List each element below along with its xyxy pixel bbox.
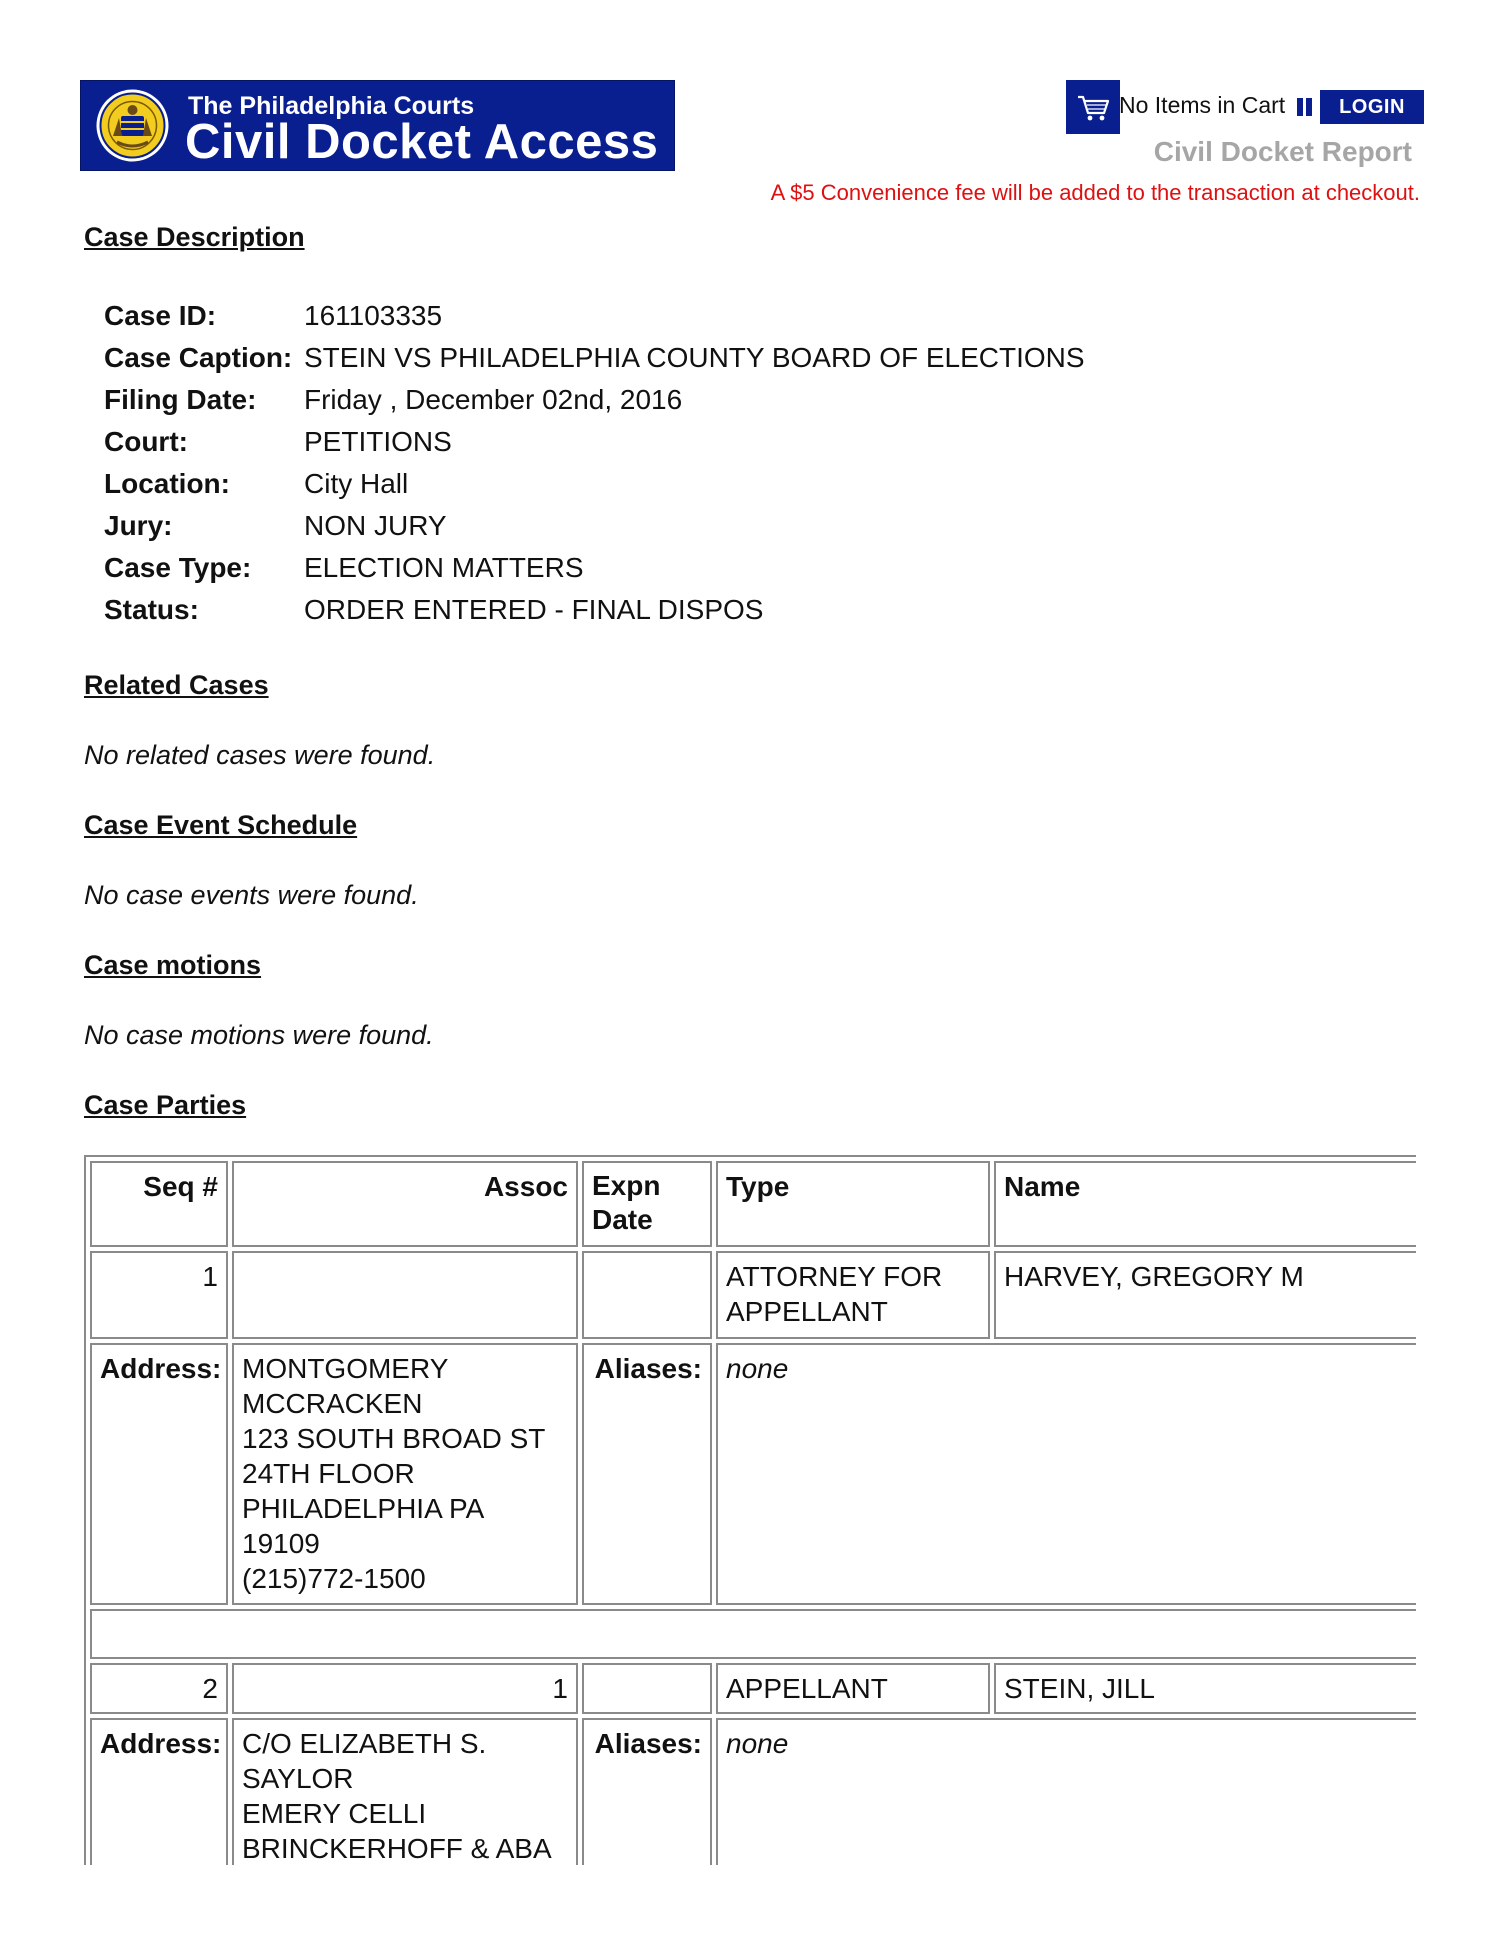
- court-label: Court:: [104, 426, 188, 457]
- case-id-value: 161103335: [304, 300, 443, 331]
- name-column-header: Name: [994, 1161, 1416, 1247]
- shopping-cart-icon[interactable]: [1066, 80, 1120, 134]
- address-label: Address:: [90, 1718, 228, 1865]
- party-name: STEIN, JILL: [994, 1663, 1416, 1714]
- address-line: MCCRACKEN: [242, 1388, 423, 1419]
- party-type: [716, 1251, 990, 1339]
- address-line: SAYLOR: [242, 1763, 354, 1794]
- address-line: EMERY CELLI: [242, 1798, 427, 1829]
- party-assoc: 1: [232, 1663, 578, 1714]
- date-header-line: Date: [592, 1204, 653, 1235]
- seq-column-header: Seq #: [90, 1161, 228, 1247]
- case-parties-heading: Case Parties: [84, 1090, 247, 1120]
- address-line: 123 SOUTH BROAD ST: [242, 1423, 546, 1454]
- location-label: Location:: [104, 468, 230, 499]
- location-value: City Hall: [304, 468, 409, 499]
- party-assoc: [232, 1251, 578, 1339]
- status-label: Status:: [104, 594, 199, 625]
- filing-date-label: Filing Date:: [104, 384, 257, 415]
- party-address: [232, 1718, 578, 1865]
- banner-title: Civil Docket Access: [185, 115, 659, 169]
- case-events-empty: No case events were found.: [84, 880, 419, 910]
- login-button[interactable]: LOGIN: [1320, 90, 1424, 124]
- party-type: APPELLANT: [716, 1663, 990, 1714]
- case-type-value: ELECTION MATTERS: [304, 552, 584, 583]
- filing-date-value: Friday , December 02nd, 2016: [304, 384, 683, 415]
- cart-status[interactable]: No Items in Cart: [1119, 92, 1286, 118]
- party-aliases: none: [716, 1343, 1416, 1605]
- party-seq: 2: [90, 1663, 228, 1714]
- party-separator: [90, 1609, 1416, 1659]
- aliases-label: Aliases:: [582, 1343, 712, 1605]
- address-line: 24TH FLOOR: [242, 1458, 415, 1489]
- address-line: 19109: [242, 1528, 320, 1559]
- assoc-column-header: Assoc: [232, 1161, 578, 1247]
- party-expn-date: [582, 1663, 712, 1714]
- table-row: [90, 1251, 1416, 1339]
- related-cases-heading: Related Cases: [84, 670, 269, 700]
- jury-value: NON JURY: [304, 510, 447, 541]
- case-caption-value: STEIN VS PHILADELPHIA COUNTY BOARD OF ELECTIONS: [304, 342, 1085, 373]
- convenience-fee-notice: A $5 Convenience fee will be added to the transaction at checkout.: [770, 180, 1420, 205]
- related-cases-empty: No related cases were found.: [84, 740, 436, 770]
- party-aliases: none: [716, 1718, 1416, 1865]
- party-address: [232, 1343, 578, 1605]
- case-motions-heading: Case motions: [84, 950, 262, 980]
- case-id-label: Case ID:: [104, 300, 217, 331]
- address-line: PHILADELPHIA PA: [242, 1493, 485, 1524]
- party-name: HARVEY, GREGORY M: [994, 1251, 1416, 1339]
- banner-subtitle: The Philadelphia Courts: [188, 92, 475, 120]
- report-title: Civil Docket Report: [1153, 136, 1412, 167]
- case-type-label: Case Type:: [104, 552, 252, 583]
- pennsylvania-seal-icon: [95, 88, 170, 163]
- table-row: [90, 1343, 1416, 1605]
- case-description-heading: Case Description: [84, 222, 305, 252]
- table-row: [90, 1718, 1416, 1865]
- address-line: (215)772-1500: [242, 1563, 426, 1594]
- case-parties-table-container: [84, 1155, 1416, 1865]
- table-row: [90, 1663, 1416, 1714]
- civil-docket-access-banner[interactable]: [80, 80, 675, 171]
- address-line: C/O ELIZABETH S.: [242, 1728, 487, 1759]
- case-motions-empty: No case motions were found.: [84, 1020, 434, 1050]
- cart-separator: [1297, 98, 1303, 116]
- case-events-heading: Case Event Schedule: [84, 810, 358, 840]
- status-value: ORDER ENTERED - FINAL DISPOS: [304, 594, 764, 625]
- party-seq: 1: [90, 1251, 228, 1339]
- address-line: MONTGOMERY: [242, 1353, 449, 1384]
- type-column-header: Type: [716, 1161, 990, 1247]
- table-header-row: [90, 1161, 1416, 1247]
- address-line: BRINCKERHOFF & ABA: [242, 1833, 552, 1864]
- court-value: PETITIONS: [304, 426, 452, 457]
- expn-date-column-header: [582, 1161, 712, 1247]
- expn-header-line: Expn: [592, 1170, 661, 1201]
- case-caption-label: Case Caption:: [104, 342, 293, 373]
- party-type-line: ATTORNEY FOR: [726, 1261, 943, 1292]
- table-spacer-row: [90, 1609, 1416, 1659]
- cart-separator: [1306, 98, 1312, 116]
- address-label: Address:: [90, 1343, 228, 1605]
- party-expn-date: [582, 1251, 712, 1339]
- jury-label: Jury:: [104, 510, 173, 541]
- aliases-label: Aliases:: [582, 1718, 712, 1865]
- party-type-line: APPELLANT: [726, 1296, 888, 1327]
- case-parties-table: [84, 1155, 1416, 1865]
